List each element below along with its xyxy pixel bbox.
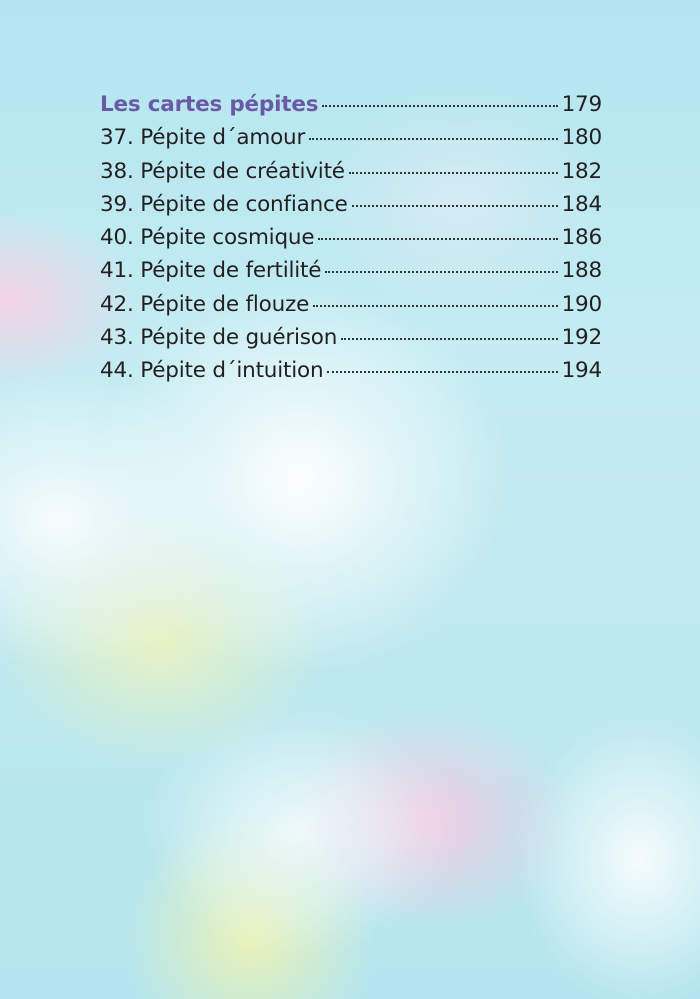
toc-entry-label: 38. Pépite de créativité <box>100 158 345 184</box>
dot-leader <box>349 172 558 174</box>
dot-leader <box>325 271 557 273</box>
dot-leader <box>352 205 558 207</box>
toc-entry-label: 43. Pépite de guérison <box>100 325 338 351</box>
toc-entry-label: 37. Pépite d´amour <box>100 125 306 151</box>
toc-entry[interactable] <box>100 225 602 258</box>
toc-page-number: 186 <box>561 225 602 251</box>
toc-entry-label: 40. Pépite cosmique <box>100 225 315 251</box>
toc-page-number: 184 <box>561 191 602 217</box>
toc-page-number: 194 <box>561 358 602 384</box>
toc-section-heading[interactable] <box>100 92 602 125</box>
toc-entry-label: 39. Pépite de confiance <box>100 191 348 217</box>
dot-leader <box>313 305 557 307</box>
table-of-contents <box>100 92 602 392</box>
dot-leader <box>327 371 557 373</box>
toc-entry[interactable] <box>100 192 602 225</box>
dot-leader <box>341 338 557 340</box>
toc-entry[interactable] <box>100 159 602 192</box>
toc-entry-label: 41. Pépite de fertilité <box>100 258 322 284</box>
toc-entry-label: Les cartes pépites <box>100 92 319 117</box>
toc-entry-label: 44. Pépite d´intuition <box>100 358 324 384</box>
toc-page-number: 182 <box>561 158 602 184</box>
toc-entry[interactable] <box>100 358 602 391</box>
toc-entry[interactable] <box>100 292 602 325</box>
toc-entry[interactable] <box>100 258 602 291</box>
dot-leader <box>309 138 557 140</box>
dot-leader <box>322 105 557 107</box>
toc-page-number: 190 <box>561 291 602 317</box>
toc-entry[interactable] <box>100 125 602 158</box>
toc-page-number: 180 <box>561 125 602 151</box>
toc-page-number: 192 <box>561 325 602 351</box>
toc-page-number: 188 <box>561 258 602 284</box>
toc-page-number: 179 <box>561 92 602 117</box>
dot-leader <box>318 238 557 240</box>
toc-entry-label: 42. Pépite de flouze <box>100 291 310 317</box>
toc-entry[interactable] <box>100 325 602 358</box>
